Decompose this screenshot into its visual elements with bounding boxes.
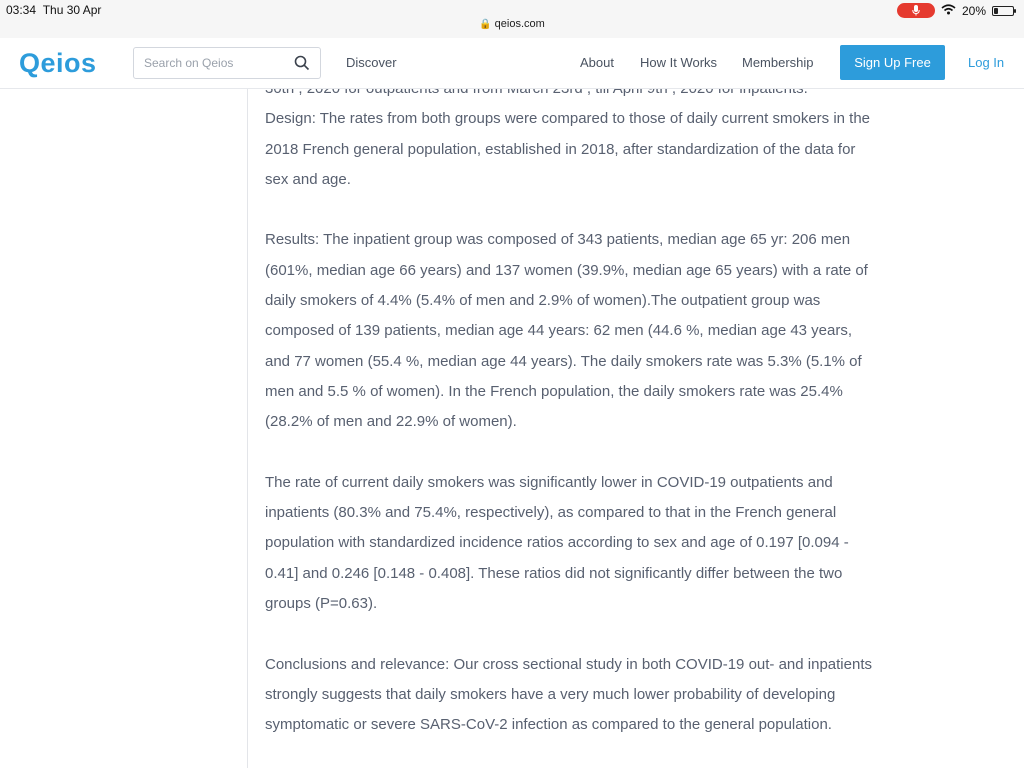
log-in-link[interactable]: Log In [968,55,1005,70]
nav-discover[interactable]: Discover [346,55,397,70]
article-abstract [265,74,875,771]
microphone-icon [897,3,935,18]
address-bar[interactable] [0,18,1024,30]
battery-fill [994,8,998,14]
battery-percent: 20% [961,3,986,18]
status-indicators [897,3,1014,18]
status-time: 03:34 [6,3,37,17]
address-url: qeios.com [494,18,545,30]
sign-up-button[interactable]: Sign Up Free [840,45,945,80]
search-box[interactable] [133,47,321,79]
abstract-paragraph-rates: The rate of current daily smokers was significantly lower in COVID-19 outpatients and inpatients (80.3% and 75.4%, respectively), as compared to that in the French general population with standardized incidence ratios according to sex and age of 0.197 [0.094 - 0.41] and 0.246 [0.148 - 0.408]. These ratios did not significantly differ between the two groups (P=0.63). [265,473,849,613]
battery-icon [992,6,1014,16]
ios-status-bar [0,0,1024,38]
sidebar-divider [247,89,248,768]
status-time-date [6,3,101,17]
status-date: Thu 30 Apr [42,3,102,17]
site-header [0,38,1024,89]
abstract-paragraph-conclusions: Conclusions and relevance: Our cross sectional study in both COVID-19 out- and inpatients strongly suggests that daily smokers have a very much lower probability of developing symptomatic or severe SARS-CoV-2 infection as compared to the general population. [265,655,872,734]
search-input[interactable] [134,48,304,78]
lock-icon: 🔒 [479,19,492,30]
nav-how-it-works[interactable]: How It Works [640,55,718,70]
search-icon[interactable] [294,55,310,71]
wifi-icon [941,4,956,18]
abstract-paragraph-design: Design: The rates from both groups were compared to those of daily current smokers in the 2018 French general population, established in 2018, after standardization of the data for sex and age. [265,110,871,188]
nav-membership[interactable]: Membership [742,55,814,70]
qeios-logo[interactable]: Qeios [19,48,97,78]
nav-about[interactable]: About [580,55,614,70]
abstract-paragraph-results: Results: The inpatient group was composed of 343 patients, median age 65 yr: 206 men (601%, median age 66 years) and 137 women (39.9%, median age 65 years) with a rate of daily smokers of 4.4% (5.4% of men and 2.9% of women).The outpatient group was composed of 139 patients, median age 44 years: 62 men (44.6 %, median age 43 years, and 77 women (55.4 %, median age 44 years). The daily smokers rate was 5.3% (5.1% of men and 5.5 % of women). In the French population, the daily smokers rate was 25.4% (28.2% of men and 22.9% of women). [265,231,868,431]
